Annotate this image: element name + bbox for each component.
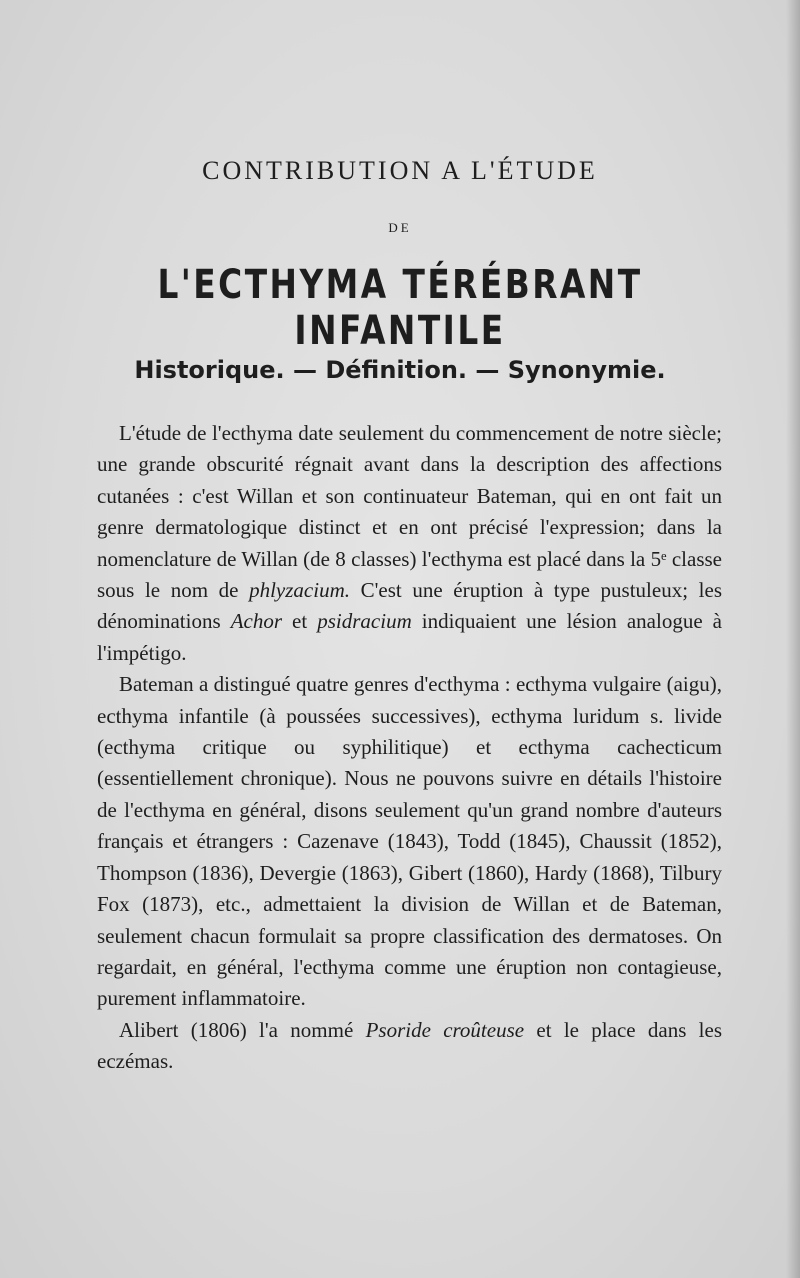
body-text: [97, 418, 722, 1078]
p1-italic-psidracium: psidracium: [317, 609, 412, 634]
p1-italic-achor: Achor: [230, 609, 283, 634]
paragraph-1: [97, 418, 722, 669]
p1-text-b: C'est une éruption à type pustuleux; les dénominations: [97, 578, 722, 634]
p3-text-a: Alibert (1806) l'a nommé: [119, 1017, 366, 1042]
paragraph-3: [97, 1015, 722, 1078]
title-line1: CONTRIBUTION A L'ÉTUDE: [202, 156, 598, 185]
p1-text-a: L'étude de l'ecthyma date seulement du commencement de notre siècle; une grande obscurité régnait avant dans la description des affections cutanées : c'est Willan et son continuateur Bateman, qui en ont fait un genre dermatologique distinct et en ont précisé l'expression; dans la nomenclature de Willan (de 8 classes) l'ecthyma est placé dans la 5ᵉ classe sous le nom de: [97, 421, 722, 603]
paragraph-2: Bateman a distingué quatre genres d'ecthyma : ecthyma vulgaire (aigu), ecthyma infantile (à poussées successives), ecthyma luridum s. livide (ecthyma critique ou syphilitique) et ecthyma cachecticum (essentiellement chronique). Nous ne pouvons suivre en détails l'histoire de l'ecthyma en général, disons seulement qu'un grand nombre d'auteurs français et étrangers : Cazenave (1843), Todd (1845), Chaussit (1852), Thompson (1836), Devergie (1863), Gibert (1860), Hardy (1868), Tilbury Fox (1873), etc., admettaient la division de Willan et de Bateman, seulement chacun formulait sa propre classification des dermatoses. On regardait, en général, l'ecthyma comme une éruption non contagieuse, purement inflammatoire.: [97, 672, 722, 1011]
p1-text-c: et: [282, 609, 318, 634]
p1-text-d: indiquaient une lésion analogue à l'impétigo.: [97, 609, 722, 665]
p3-italic-psoride: Psoride croûteuse: [365, 1017, 525, 1042]
p3-text-b: et le place dans les eczémas.: [97, 1017, 722, 1074]
p1-italic-phlyzacium: phlyzacium.: [249, 578, 350, 603]
main-title: L'ECTHYMA TÉRÉBRANT INFANTILE: [157, 262, 643, 354]
title-de: DE: [388, 220, 412, 235]
section-heading: Historique. — Définition. — Synonymie.: [134, 356, 666, 384]
